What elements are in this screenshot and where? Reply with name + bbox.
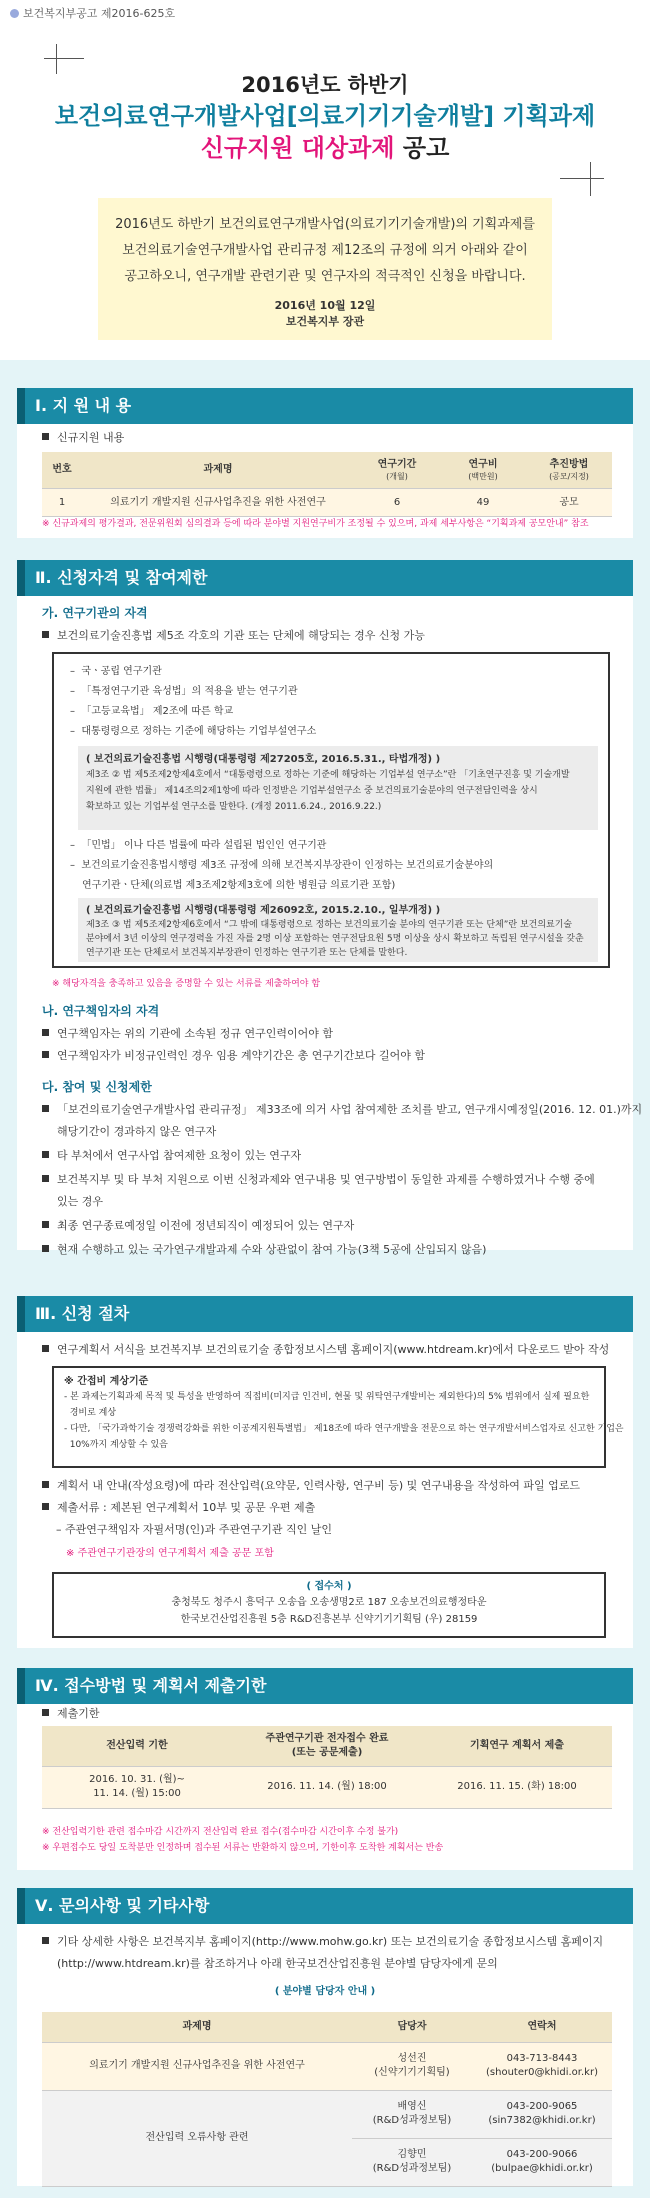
section-2-header: Ⅱ. 신청자격 및 참여제한	[17, 560, 633, 596]
intro-date: 2016년 10월 12일	[274, 299, 376, 312]
table-header: 과제명	[42, 2012, 352, 2042]
title-line2: 보건의료연구개발사업[의료기기기술개발] 기획과제	[54, 102, 596, 130]
square-bullet-icon	[42, 1029, 49, 1036]
section-3-note: ※ 주관연구기관장의 연구계획서 제출 공문 포함	[66, 1548, 274, 1559]
table-header: 연구기간 (개월)	[354, 452, 440, 488]
section-2c-line: 보건복지부 및 타 부처 지원으로 이번 신청과제와 연구내용 및 연구방법이 동일한 과제를 수행하였거나 수행 중에	[42, 1172, 595, 1189]
square-bullet-icon	[42, 433, 49, 440]
intro-line: 보건의료기술연구개발사업 관리규정 제12조의 규정에 의거 아래와 같이	[122, 243, 528, 258]
table-header: 연구비 (백만원)	[440, 452, 526, 488]
section-4-header: Ⅳ. 접수방법 및 계획서 제출기한	[17, 1668, 633, 1704]
contact-table	[42, 2012, 612, 2187]
section-2c-line: 최종 연구종료예정일 이전에 정년퇴직이 예정되어 있는 연구자	[42, 1218, 354, 1235]
section-2c-line: 「보건의료기술연구개발사업 관리규정」 제33조에 의거 사업 참여제한 조치를 받고, 연구개시예정일(2016. 12. 01.)까지	[42, 1102, 642, 1119]
bullet-icon	[10, 9, 19, 18]
eligibility-item: – 「특정연구기관 육성법」의 적용을 받는 연구기관	[70, 686, 298, 697]
square-bullet-icon	[42, 1245, 49, 1252]
square-bullet-icon	[42, 1937, 49, 1944]
square-bullet-icon	[42, 1175, 49, 1182]
title-line1: 2016년도 하반기	[241, 73, 409, 97]
section-4-sub: 제출기한	[42, 1706, 100, 1723]
table-row: 김향민 (R&D성과정보팀) 043-200-9066 (bulpae@khidi.or.kr)	[42, 2138, 612, 2186]
section-2c-line: 현재 수행하고 있는 국가연구개발과제 수와 상관없이 참여 가능(3책 5공에 산입되지 않음)	[42, 1242, 486, 1259]
section-5-line: (http://www.htdream.kr)를 참조하거나 아래 한국보건산업진흥원 분야별 담당자에게 문의	[57, 1957, 498, 1970]
square-bullet-icon	[42, 1709, 49, 1716]
section-5-line: 기타 상세한 사항은 보건복지부 홈페이지(http://www.mohw.go.kr) 또는 보건의료기술 종합정보시스템 홈페이지	[42, 1934, 603, 1951]
eligibility-item: – 「고등교육법」 제2조에 따른 학교	[70, 706, 234, 717]
section-1-sub: 신규지원 내용	[42, 430, 124, 447]
section-3-line: 제출서류 : 제본된 연구계획서 10부 및 공문 우편 제출	[42, 1500, 315, 1517]
section-2a-title: 가. 연구기관의 자격	[42, 606, 148, 620]
table-header: 번호	[42, 452, 82, 488]
section-5-header: Ⅴ. 문의사항 및 기타사항	[17, 1888, 633, 1924]
square-bullet-icon	[42, 631, 49, 638]
square-bullet-icon	[42, 1481, 49, 1488]
table-row: 2016. 10. 31. (월)~ 11. 14. (월) 15:00 2016. 11. 14. (월) 18:00 2016. 11. 15. (화) 18:00	[42, 1766, 612, 1808]
section-2b-line: 연구책임자가 비정규인력인 경우 임용 계약기간은 총 연구기간보다 길어야 함	[42, 1048, 425, 1065]
table-header: 주관연구기관 전자접수 완료 (또는 공문제출)	[232, 1726, 422, 1766]
table-row: 1 의료기기 개발지원 신규사업추진을 위한 사전연구 6 49 공모	[42, 488, 612, 516]
table-header: 추진방법 (공모/지정)	[526, 452, 612, 488]
section-2c-title: 다. 참여 및 신청제한	[42, 1080, 152, 1094]
section-1-header: Ⅰ. 지 원 내 용	[17, 388, 633, 424]
table-header: 담당자	[352, 2012, 472, 2042]
table-header: 연락처	[472, 2012, 612, 2042]
eligibility-item: 연구기관ㆍ단체(의료법 제3조제2항제3호에 의한 병원급 의료기관 포함)	[82, 880, 396, 891]
section-2c-line: 해당기간이 경과하지 않은 연구자	[57, 1125, 217, 1138]
law-excerpt-1: ( 보건의료기술진흥법 시행령(대통령령 제27205호, 2016.5.31., 타법개정) ) 제3조 ② 법 제5조제2항제4호에서 “대통령령으로 정하는 기준에 해당하는 기업부설 연구소”란 「기초연구진흥 및 기술개발 지원에 관한 법률」 제14조의2제1항에 따라 인정받은 기업부설연구소 중 보건의료기술분야의 연구전담인력을 상시 확보하고 있는 기업부설 연구소를 말한다. (개정 2011.6.24., 2016.9.22.)	[78, 746, 598, 830]
intro-box	[98, 198, 552, 340]
square-bullet-icon	[42, 1051, 49, 1058]
square-bullet-icon	[42, 1151, 49, 1158]
contact-table-caption: ( 분야별 담당자 안내 )	[274, 1986, 376, 1997]
table-row: 의료기기 개발지원 신규사업추진을 위한 사전연구 성선진 (신약기기기획팀) 043-713-8443 (shouter0@khidi.or.kr)	[42, 2042, 612, 2090]
section-1-note: ※ 신규과제의 평가결과, 전문위원회 심의결과 등에 따라 분야별 지원연구비가 조정될 수 있으며, 과제 세부사항은 “기획과제 공모안내” 참조	[42, 519, 589, 529]
square-bullet-icon	[42, 1503, 49, 1510]
section-2b-line: 연구책임자는 위의 기관에 소속된 정규 연구인력이어야 함	[42, 1026, 333, 1043]
deadline-table	[42, 1726, 612, 1809]
section-2c-line: 있는 경우	[57, 1195, 104, 1208]
section-3-line: 연구계획서 서식을 보건복지부 보건의료기술 종합정보시스템 홈페이지(www.htdream.kr)에서 다운로드 받아 작성	[42, 1342, 609, 1359]
support-table	[42, 452, 612, 517]
section-3-line: – 주관연구책임자 자필서명(인)과 주관연구기관 직인 날인	[56, 1523, 332, 1536]
address-box: ( 접수처 ) 충청북도 청주시 흥덕구 오송읍 오송생명2로 187 오송보건의료행정타운 한국보건산업진흥원 5층 R&D진흥본부 신약기기기획팀 (우) 28159	[52, 1572, 606, 1638]
section-3-header: Ⅲ. 신청 절차	[17, 1296, 633, 1332]
eligibility-item: – 대통령령으로 정하는 기준에 해당하는 기업부설연구소	[70, 726, 317, 737]
section-2a-note: ※ 해당자격을 충족하고 있음을 증명할 수 있는 서류를 제출하여야 함	[52, 979, 321, 989]
table-header: 기획연구 계획서 제출	[422, 1726, 612, 1766]
title-line3: 신규지원 대상과제 공고	[200, 134, 450, 162]
intro-line: 2016년도 하반기 보건의료연구개발사업(의료기기기술개발)의 기획과제를	[115, 217, 535, 232]
section-4-note: ※ 우편접수도 당일 도착분만 인정하며 접수된 서류는 반환하지 않으며, 기한이후 도착한 계획서는 반송	[42, 1843, 444, 1853]
table-row: 전산입력 오류사항 관련 배영신 (R&D성과정보팀) 043-200-9065 (sin7382@khidi.or.kr)	[42, 2090, 612, 2138]
section-3-line: 계획서 내 안내(작성요령)에 따라 전산입력(요약문, 인력사항, 연구비 등) 및 연구내용을 작성하여 파일 업로드	[42, 1478, 580, 1495]
law-excerpt-2: ( 보건의료기술진흥법 시행령(대통령령 제26092호, 2015.2.10., 일부개정) ) 제3조 ③ 법 제5조제2항제6호에서 “그 밖에 대통령령으로 정하는 보건의료기술 분야의 연구기관 또는 단체”란 보건의료기술 분야에서 3년 이상의 연구경력을 가진 자를 2명 이상 포함하는 연구전담요원 5명 이상을 상시 확보하고 독립된 연구시설을 갖춘 연구기관 또는 단체로서 보건복지부장관이 인정하는 연구기관 또는 단체를 말한다.	[78, 898, 598, 962]
square-bullet-icon	[42, 1221, 49, 1228]
intro-org: 보건복지부 장관	[285, 315, 365, 328]
square-bullet-icon	[42, 1105, 49, 1112]
eligibility-item: – 보건의료기술진흥법시행령 제3조 규정에 의해 보건복지부장관이 인정하는 보건의료기술분야의	[70, 860, 494, 871]
section-2c-line: 타 부처에서 연구사업 참여제한 요청이 있는 연구자	[42, 1148, 301, 1165]
table-header: 과제명	[82, 452, 354, 488]
indirect-cost-box: ※ 간접비 계상기준 - 본 과제는기획과제 목적 및 특성을 반영하여 직접비(미지급 인건비, 현물 및 위탁연구개발비는 제외한다)의 5% 범위에서 실제 필요한 경비로 계상 - 다만, 「국가과학기술 경쟁력강화를 위한 이공계지원특별법」 제18조에 따라 연구개발을 전문으로 하는 연구개발서비스업자로 신고한 기업은 10%까지 계상할 수 있음	[52, 1366, 606, 1468]
intro-line: 공고하오니, 연구개발 관련기관 및 연구자의 적극적인 신청을 바랍니다.	[124, 269, 526, 284]
table-header: 전산입력 기한	[42, 1726, 232, 1766]
eligibility-item: – 국ㆍ공립 연구기관	[70, 666, 162, 677]
eligibility-item: – 「민법」 이나 다른 법률에 따라 설립된 법인인 연구기관	[70, 840, 327, 851]
section-2b-title: 나. 연구책임자의 자격	[42, 1004, 160, 1018]
square-bullet-icon	[42, 1345, 49, 1352]
section-2a-line: 보건의료기술진흥법 제5조 각호의 기관 또는 단체에 해당되는 경우 신청 가능	[42, 628, 425, 645]
section-4-note: ※ 전산입력기한 관련 접수마감 시간까지 전산입력 완료 접수(접수마감 시간이후 수정 불가)	[42, 1827, 399, 1837]
notice-number: 보건복지부공고 제2016-625호	[10, 6, 175, 23]
